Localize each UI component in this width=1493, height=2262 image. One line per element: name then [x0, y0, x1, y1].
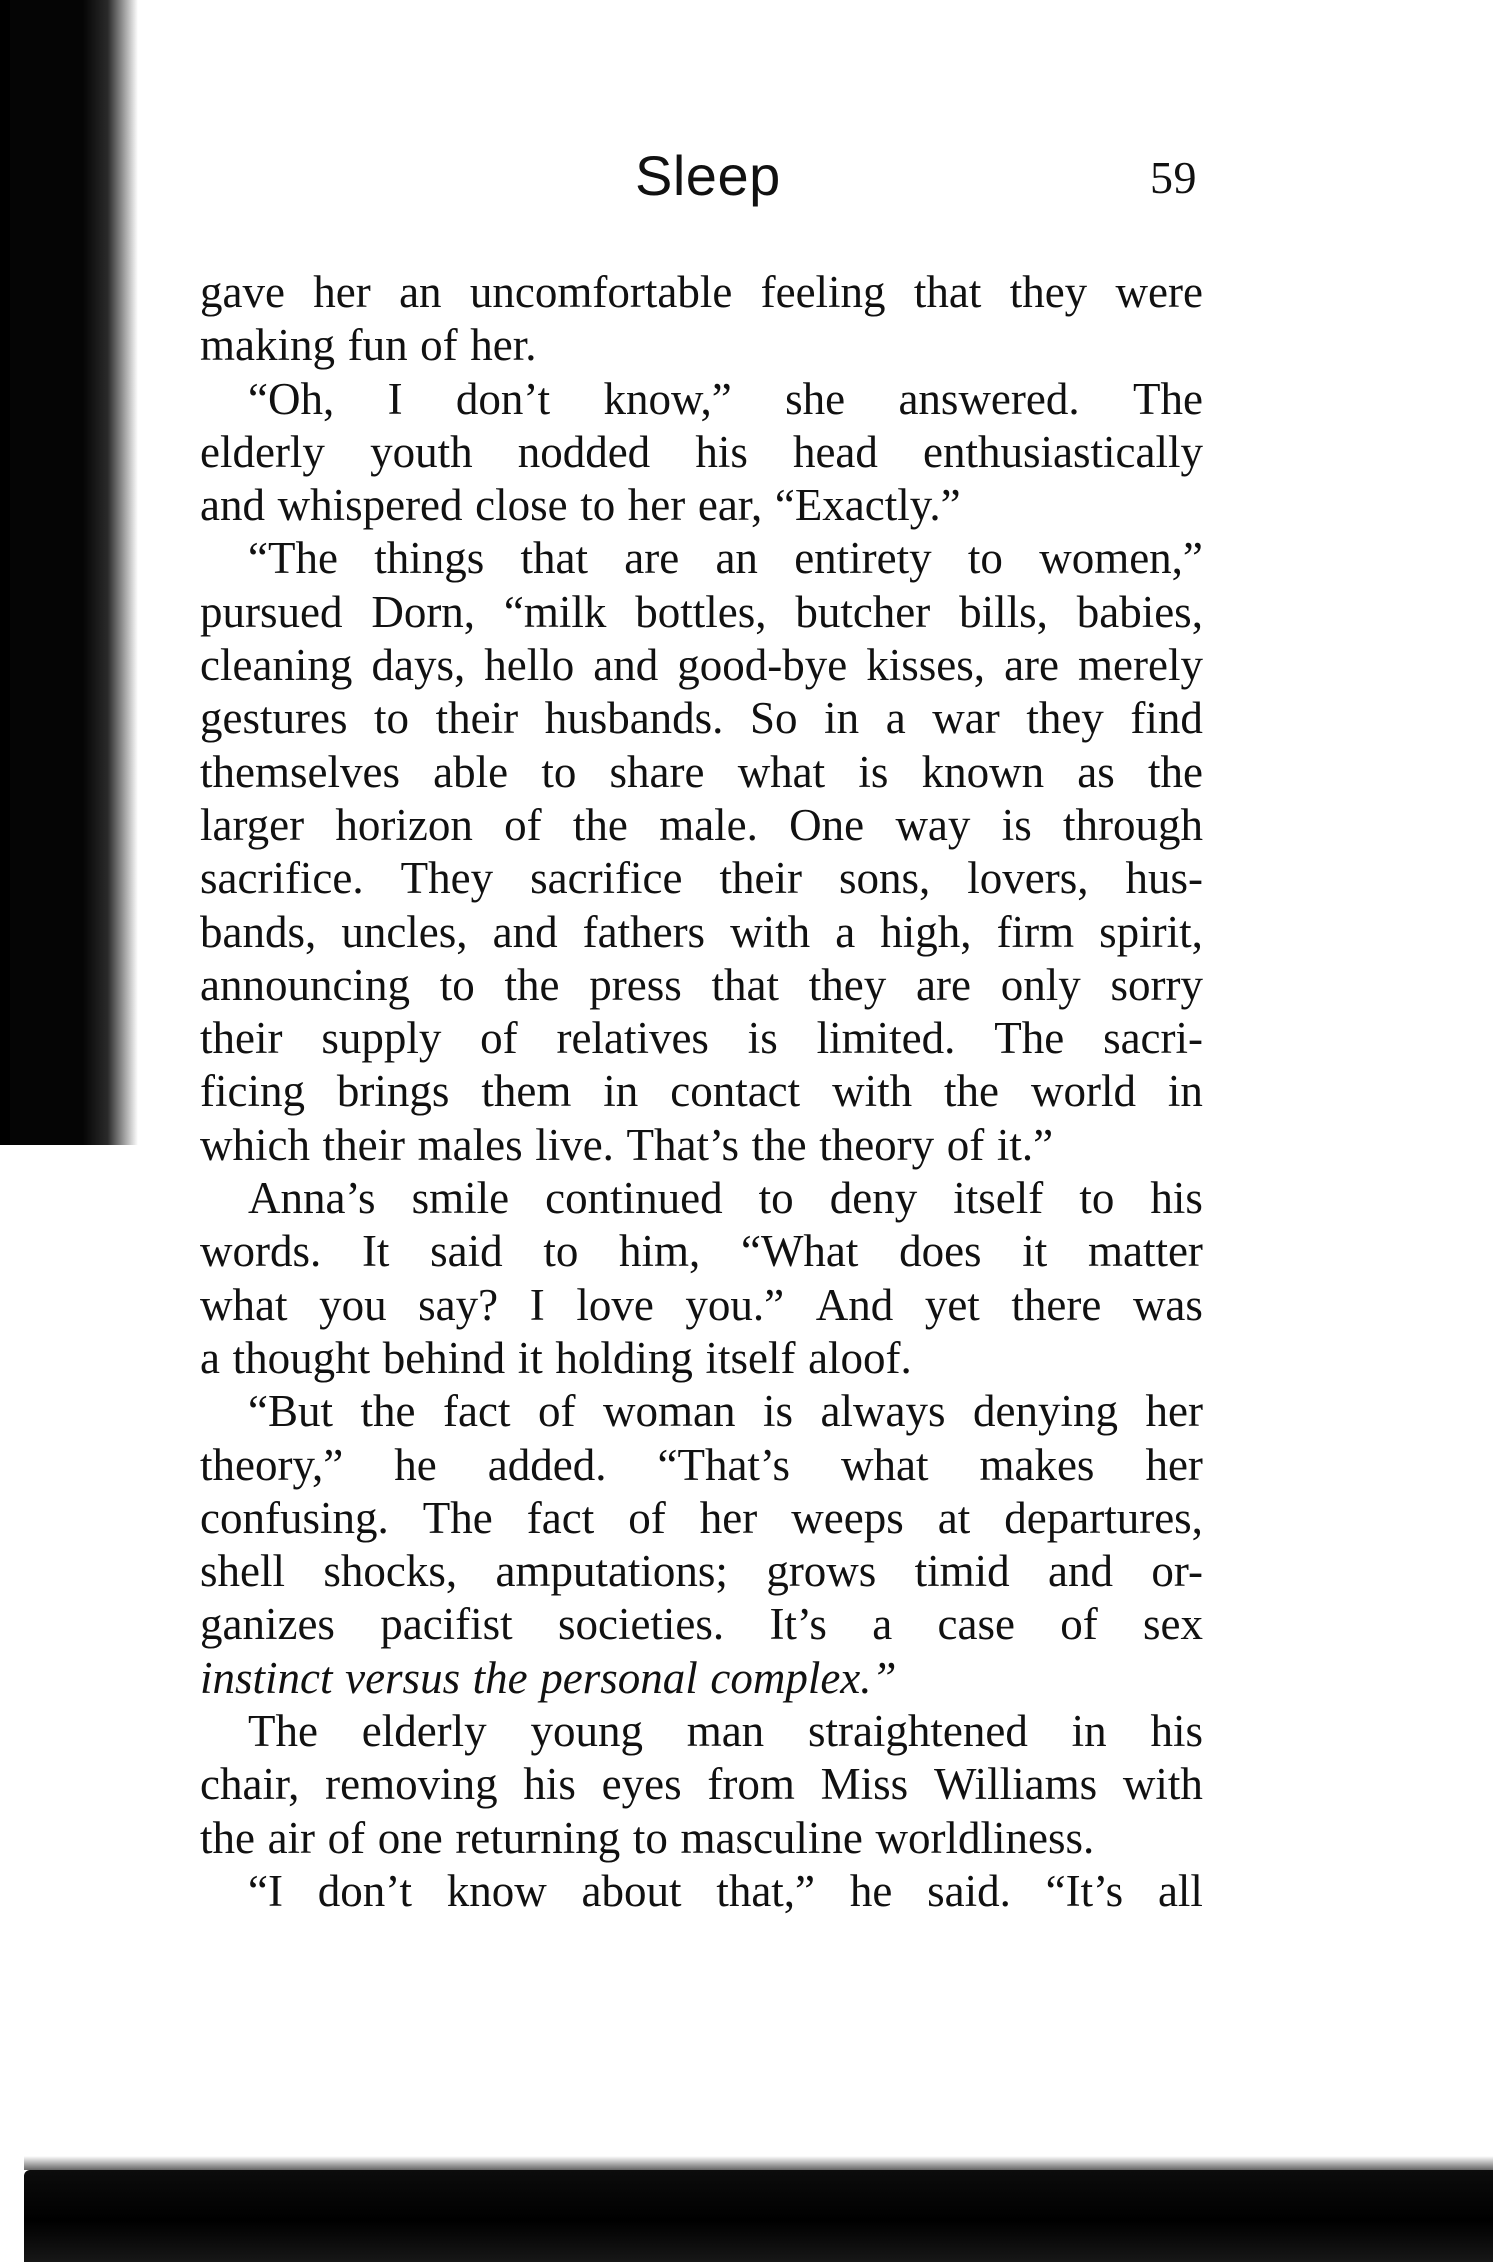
word: fun [347, 320, 408, 371]
word: of [504, 799, 542, 850]
word: returning [455, 1812, 621, 1863]
word: bills, [959, 586, 1048, 637]
word: know [446, 1865, 547, 1916]
word: The [994, 1013, 1065, 1064]
word: The [248, 1706, 318, 1757]
text-line [200, 692, 1203, 745]
word: always [820, 1386, 946, 1437]
word: amputations; [495, 1546, 728, 1597]
text-line [200, 852, 1203, 905]
word: Williams [933, 1759, 1098, 1810]
word: find [1130, 693, 1203, 744]
word: relatives [556, 1013, 709, 1064]
word: press [589, 959, 682, 1010]
word: “Exactly.” [774, 480, 961, 531]
word: pursued [200, 586, 343, 637]
word: hus- [1125, 853, 1203, 904]
word: It [361, 1226, 390, 1277]
word: “The [248, 533, 338, 584]
text-line [200, 1172, 1203, 1225]
word: the [572, 799, 628, 850]
text-line [200, 426, 1203, 479]
word: “That’s [657, 1439, 790, 1490]
word: her [313, 267, 371, 317]
word: bands, [200, 906, 317, 957]
word: fact [526, 1492, 595, 1543]
word: high, [880, 906, 972, 957]
word: his [523, 1759, 576, 1810]
word: itself [705, 1332, 796, 1383]
word: The [1132, 373, 1203, 424]
word: They [400, 853, 494, 904]
word: that [711, 959, 779, 1010]
word: you [319, 1279, 387, 1330]
word: to [439, 959, 475, 1010]
word: from [707, 1759, 795, 1810]
word: bottles, [635, 586, 767, 637]
word: “It’s [1045, 1865, 1124, 1916]
running-head [0, 144, 1493, 218]
word: So [750, 693, 798, 744]
word: were [1115, 267, 1203, 317]
word: aloof. [808, 1332, 912, 1383]
text-line [200, 1705, 1203, 1758]
word: uncomfortable [469, 267, 733, 317]
word: babies, [1076, 586, 1203, 637]
word: fathers [582, 906, 706, 957]
word: And [815, 1279, 894, 1330]
word: is [762, 1386, 793, 1437]
word: removing [325, 1759, 498, 1810]
word: cleaning [200, 640, 353, 691]
word: what [737, 746, 826, 797]
word: what [840, 1439, 929, 1490]
word: “But [248, 1386, 333, 1437]
word: the [1148, 746, 1203, 797]
word: continued [545, 1173, 723, 1224]
word: merely [1078, 640, 1203, 691]
word: as [1077, 746, 1115, 797]
word: what [200, 1279, 288, 1330]
word: “milk [503, 586, 607, 637]
word: nodded [517, 426, 651, 477]
word: “Oh, [248, 373, 335, 424]
page-number: 59 [1150, 152, 1197, 203]
word: chair, [200, 1759, 300, 1810]
word: sacri- [1103, 1013, 1203, 1064]
word: way [895, 799, 971, 850]
word: with [730, 906, 811, 957]
word: a [200, 1332, 220, 1383]
word: matter [1087, 1226, 1203, 1277]
word: deny [829, 1173, 918, 1224]
text-line [200, 1865, 1203, 1918]
text-line [200, 1119, 1203, 1172]
word: it [517, 1332, 543, 1383]
word: he [394, 1439, 437, 1490]
word: grows [766, 1546, 877, 1597]
word: are [916, 959, 971, 1010]
word: head [792, 426, 878, 477]
word: only [1000, 959, 1081, 1010]
word: share [609, 746, 705, 797]
word: they [1009, 267, 1088, 317]
word: man [686, 1706, 765, 1757]
word: said [430, 1226, 503, 1277]
word: them [481, 1066, 572, 1117]
text-line [200, 1652, 1203, 1705]
word: instinct [200, 1652, 333, 1703]
word: in [1167, 1066, 1203, 1117]
text-line [200, 532, 1203, 585]
word: limited. [816, 1013, 956, 1064]
word: The [422, 1492, 493, 1543]
word: through [1063, 799, 1203, 850]
text-line [200, 1012, 1203, 1065]
word: elderly [200, 426, 325, 477]
word: sacrifice [530, 853, 683, 904]
word: was [1132, 1279, 1203, 1330]
text-line [200, 799, 1203, 852]
word: itself [953, 1173, 1044, 1224]
word: in [1071, 1706, 1107, 1757]
word: she [785, 373, 846, 424]
text-line [200, 1812, 1203, 1865]
word: their [435, 693, 519, 744]
text-line [200, 959, 1203, 1012]
word: her [699, 1492, 758, 1543]
word: theory,” [200, 1439, 344, 1490]
text-line [200, 1225, 1203, 1278]
word: an [399, 267, 442, 317]
word: are [624, 533, 680, 584]
word: a [835, 906, 856, 957]
word: behind [382, 1332, 506, 1383]
word: their [719, 853, 802, 904]
word: to [541, 746, 577, 797]
word: males [417, 1119, 523, 1170]
word: gave [200, 267, 285, 317]
word: added. [487, 1439, 607, 1490]
word: to [758, 1173, 794, 1224]
word: his [1150, 1706, 1203, 1757]
word: is [1001, 799, 1032, 850]
word: that [913, 267, 982, 317]
word: known [921, 746, 1045, 797]
word: say? [418, 1279, 499, 1330]
text-line [200, 373, 1203, 426]
word: case [937, 1599, 1015, 1650]
word: his [1150, 1173, 1203, 1224]
word: the [360, 1386, 416, 1437]
word: it [1022, 1226, 1048, 1277]
word: with [832, 1066, 913, 1117]
word: they [808, 959, 887, 1010]
word: young [530, 1706, 643, 1757]
word: of [537, 1386, 576, 1437]
word: feeling [760, 267, 886, 317]
word: answered. [898, 373, 1080, 424]
word: of [946, 1119, 985, 1170]
word: words. [200, 1226, 322, 1277]
word: live. [535, 1119, 614, 1170]
word: things [374, 533, 485, 584]
word: a [872, 1599, 893, 1650]
word: sex [1143, 1599, 1203, 1650]
word: straightened [807, 1706, 1028, 1757]
word: ear, [697, 480, 763, 531]
word: is [747, 1013, 778, 1064]
word: themselves [200, 746, 400, 797]
text-line [200, 1598, 1203, 1651]
word: said. [927, 1865, 1011, 1916]
word: war [932, 693, 1000, 744]
word: supply [321, 1013, 442, 1064]
word: don’t [317, 1865, 412, 1916]
word: her [627, 480, 686, 531]
word: holding [555, 1332, 693, 1383]
word: to [580, 480, 616, 531]
word: hello [484, 640, 575, 691]
word: of [327, 1812, 366, 1863]
word: their [200, 1013, 283, 1064]
word: gestures [200, 693, 348, 744]
word: makes [979, 1439, 1095, 1490]
word: he [849, 1865, 893, 1916]
word: days, [371, 640, 466, 691]
word: That’s [626, 1119, 740, 1170]
word: they [1026, 693, 1104, 744]
word: to [1079, 1173, 1115, 1224]
word: of [480, 1013, 518, 1064]
word: masculine [680, 1812, 863, 1863]
text-line [200, 586, 1203, 639]
word: with [1122, 1759, 1203, 1810]
word: I [387, 373, 403, 424]
text-line [200, 479, 1203, 532]
word: announcing [200, 959, 410, 1010]
word: or- [1151, 1546, 1203, 1597]
word: It’s [769, 1599, 827, 1650]
word: elderly [361, 1706, 487, 1757]
word: of [628, 1492, 666, 1543]
word: in [824, 693, 860, 744]
word: pacifist [380, 1599, 513, 1650]
word: does [899, 1226, 982, 1277]
word: love [576, 1279, 654, 1330]
word: the [472, 1652, 528, 1703]
text-line [200, 746, 1203, 799]
word: world [1030, 1066, 1136, 1117]
word: entirety [794, 533, 932, 584]
text-line [200, 906, 1203, 959]
word: versus [345, 1652, 461, 1703]
word: I [529, 1279, 545, 1330]
word: close [475, 480, 568, 531]
word: of [420, 320, 458, 371]
word: their [322, 1119, 406, 1170]
word: that,” [716, 1865, 816, 1916]
word: lovers, [967, 853, 1089, 904]
word: kisses, [866, 640, 986, 691]
body-text [200, 266, 1203, 1918]
text-line [200, 1492, 1203, 1545]
word: One [789, 799, 865, 850]
word: her [1145, 1439, 1203, 1490]
word: Anna’s [248, 1173, 376, 1224]
word: know,” [603, 373, 732, 424]
text-line [200, 319, 1203, 372]
word: air [267, 1812, 316, 1863]
word: all [1157, 1865, 1203, 1916]
word: about [581, 1865, 682, 1916]
word: and [200, 480, 265, 531]
text-line [200, 639, 1203, 692]
word: denying [973, 1386, 1118, 1437]
word: woman [602, 1386, 736, 1437]
word: the [504, 959, 560, 1010]
word: sacrifice. [200, 853, 364, 904]
word: Dorn, [371, 586, 476, 637]
word: male. [659, 799, 758, 850]
word: and [492, 906, 558, 957]
word: sons, [838, 853, 931, 904]
word: him, [619, 1226, 701, 1277]
word: ganizes [200, 1599, 335, 1650]
text-line [200, 1758, 1203, 1811]
word: at [937, 1492, 971, 1543]
text-line [200, 1065, 1203, 1118]
word: women,” [1039, 533, 1203, 584]
scan-bottom-edge [24, 2170, 1493, 2262]
word: there [1011, 1279, 1102, 1330]
text-line [200, 1332, 1203, 1385]
word: which [200, 1119, 310, 1170]
chapter-title: Sleep [635, 144, 781, 207]
word: and [593, 640, 659, 691]
word: to [543, 1226, 579, 1277]
word: don’t [455, 373, 551, 424]
word: contact [670, 1066, 801, 1117]
text-line [200, 1385, 1203, 1438]
word: to [632, 1812, 668, 1863]
word: “What [740, 1226, 859, 1277]
word: his [695, 426, 748, 477]
word: one [377, 1812, 443, 1863]
word: of [1060, 1599, 1098, 1650]
word: complex.” [710, 1652, 897, 1703]
word: sorry [1110, 959, 1203, 1010]
word: you.” [685, 1279, 785, 1330]
word: Miss [820, 1759, 909, 1810]
word: yet [924, 1279, 980, 1330]
word: personal [540, 1652, 698, 1703]
word: spirit, [1099, 906, 1203, 957]
word: the [200, 1812, 255, 1863]
word: departures, [1004, 1492, 1203, 1543]
word: butcher [795, 586, 931, 637]
word: it.” [996, 1119, 1054, 1170]
word: to [967, 533, 1003, 584]
word: uncles, [341, 906, 468, 957]
word: in [603, 1066, 639, 1117]
word: the [944, 1066, 1000, 1117]
word: timid [914, 1546, 1010, 1597]
word: brings [336, 1066, 450, 1117]
word: worldliness. [875, 1812, 1095, 1863]
word: shocks, [323, 1546, 458, 1597]
word: a [885, 693, 906, 744]
word: her [1145, 1386, 1203, 1437]
word: is [858, 746, 889, 797]
word: horizon [335, 799, 473, 850]
word: are [1004, 640, 1060, 691]
word: societies. [557, 1599, 725, 1650]
word: “I [248, 1865, 283, 1916]
word: eyes [601, 1759, 682, 1810]
word: enthusiastically [923, 426, 1203, 477]
word: ficing [200, 1066, 305, 1117]
word: confusing. [200, 1492, 389, 1543]
text-line [200, 266, 1203, 319]
word: making [200, 320, 335, 371]
word: an [715, 533, 758, 584]
word: youth [370, 426, 473, 477]
word: good-bye [677, 640, 848, 691]
text-line [200, 1279, 1203, 1332]
word: shell [200, 1546, 285, 1597]
word: theory [819, 1119, 935, 1170]
word: firm [996, 906, 1075, 957]
word: and [1048, 1546, 1114, 1597]
word: whispered [277, 480, 463, 531]
word: husbands. [544, 693, 724, 744]
word: able [433, 746, 509, 797]
text-line [200, 1439, 1203, 1492]
word: fact [443, 1386, 511, 1437]
word: larger [200, 799, 305, 850]
word: smile [411, 1173, 510, 1224]
text-line [200, 1545, 1203, 1598]
word: weeps [791, 1492, 904, 1543]
word: her. [470, 320, 537, 371]
word: thought [232, 1332, 371, 1383]
word: the [751, 1119, 807, 1170]
word: that [520, 533, 588, 584]
word: to [374, 693, 410, 744]
